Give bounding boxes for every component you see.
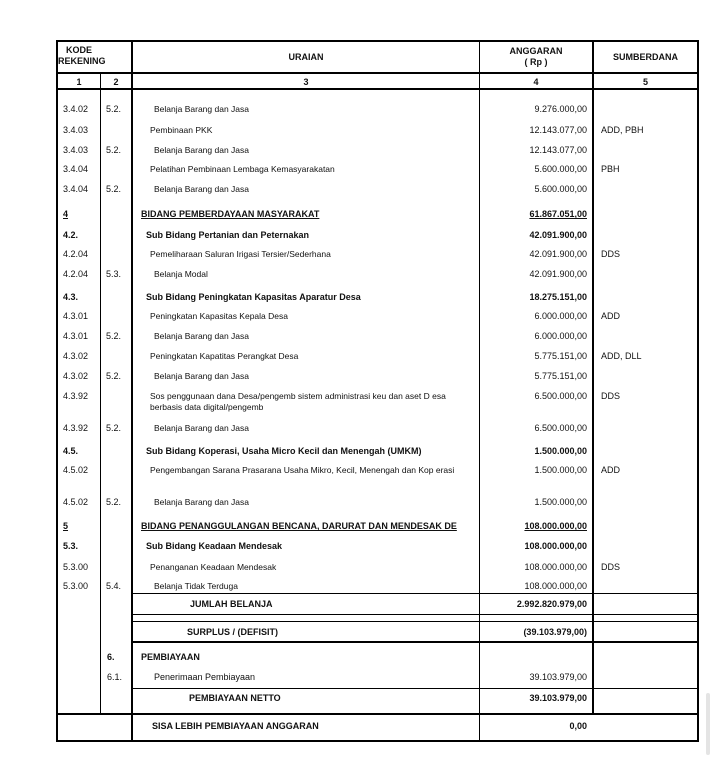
row-source: DDS [601,249,621,259]
row-code: 3.4.02 [63,104,89,114]
row-code: 3.4.03 [63,145,89,155]
jumlah-belanja-label: JUMLAH BELANJA [190,599,273,609]
row-amount: 12.143.077,00 [529,125,587,135]
row-amount: 12.143.077,00 [529,145,587,155]
col-number-1: 1 [76,77,82,87]
row-amount: 108.000.000,00 [524,581,587,591]
penerimaan-label: Penerimaan Pembiayaan [154,672,256,682]
row-description: BIDANG PENANGGULANGAN BENCANA, DARURAT DAN MENDESAK DE [141,521,457,531]
row-code: 4.2.04 [63,269,89,279]
total-line-4 [133,641,698,643]
header-divider-numbers [56,73,698,74]
row-code: 4.3.01 [63,331,89,341]
row-amount: 9.276.000,00 [534,104,587,114]
row-amount: 6.000.000,00 [534,331,587,341]
sisa-lebih-label: SISA LEBIH PEMBIAYAAN ANGGARAN [152,721,319,731]
surplus-amount: (39.103.979,00) [523,627,587,637]
row-amount: 1.500.000,00 [534,465,587,475]
row-sub-code: 5.3. [106,269,122,279]
row-description: Belanja Tidak Terduga [154,581,238,591]
total-line-6 [56,713,698,715]
row-description: Belanja Barang dan Jasa [154,497,249,507]
row-amount: 18.275.151,00 [529,292,587,302]
row-source: DDS [601,562,621,572]
row-code: 5.3. [63,541,79,551]
row-source: ADD, PBH [601,125,644,135]
row-description: Pembinaan PKK [150,125,213,135]
row-source: PBH [601,164,620,174]
row-code: 4.2. [63,230,79,240]
penerimaan-amount: 39.103.979,00 [529,672,587,682]
row-description: Pemeliharaan Saluran Irigasi Tersier/Sederhana [150,249,331,259]
row-description: Belanja Barang dan Jasa [154,184,249,194]
total-line-3 [133,621,698,622]
row-description: Belanja Barang dan Jasa [154,145,249,155]
row-amount: 6.500.000,00 [534,423,587,433]
header-sumberdana: SUMBERDANA [613,52,678,62]
row-amount: 5.600.000,00 [534,184,587,194]
table-border-bottom [56,740,698,742]
row-description: Pelatihan Pembinaan Lembaga Kemasyarakatan [150,164,335,174]
row-code: 4.5.02 [63,465,89,475]
row-code: 4.3.02 [63,371,89,381]
row-description: Sub Bidang Peningkatan Kapasitas Aparatur Desa [146,292,361,302]
total-line-2 [133,614,698,615]
col-number-3: 3 [303,77,309,87]
row-sub-code: 5.2. [106,371,122,381]
row-sub-code: 5.2. [106,423,122,433]
pembiayaan-code: 6. [107,652,115,662]
row-amount: 108.000.000,00 [524,562,587,572]
row-code: 3.4.04 [63,164,89,174]
row-amount: 42.091.900,00 [529,269,587,279]
row-description: Peningkatan Kapatitas Perangkat Desa [150,351,299,361]
jumlah-belanja-amount: 2.992.820.979,00 [516,599,587,609]
total-line-1 [133,593,698,594]
row-amount: 6.000.000,00 [534,311,587,321]
row-source: DDS [601,391,621,401]
row-sub-code: 5.2. [106,331,122,341]
row-code: 4.3. [63,292,79,302]
row-amount: 61.867.051,00 [529,209,587,219]
col-divider-sub [131,40,133,742]
row-code: 4.3.01 [63,311,89,321]
row-code: 4.3.92 [63,391,89,401]
penerimaan-code: 6.1. [107,672,123,682]
scrollbar-thumb[interactable] [706,693,710,755]
pembiayaan-netto-amount: 39.103.979,00 [529,693,587,703]
row-description: Belanja Barang dan Jasa [154,423,249,433]
row-sub-code: 5.2. [106,184,122,194]
total-line-5 [133,688,698,689]
row-source: ADD [601,311,621,321]
row-sub-code: 5.2. [106,497,122,507]
header-uraian: URAIAN [288,52,324,62]
table-border-left [56,40,58,742]
row-amount: 108.000.000,00 [524,541,587,551]
row-amount: 5.775.151,00 [534,371,587,381]
row-amount: 1.500.000,00 [534,497,587,507]
row-amount: 42.091.900,00 [529,230,587,240]
row-description: Belanja Modal [154,269,208,279]
row-amount: 6.500.000,00 [534,391,587,401]
row-source: ADD [601,465,621,475]
row-code: 4.3.02 [63,351,89,361]
row-sub-code: 5.4. [106,581,122,591]
row-description: Belanja Barang dan Jasa [154,331,249,341]
col-divider-code [100,73,101,714]
row-code: 4.3.92 [63,423,89,433]
row-code: 5 [63,521,69,531]
col-number-4: 4 [533,77,539,87]
row-code: 4.5. [63,446,79,456]
row-code: 5.3.00 [63,562,89,572]
row-code: 4.2.04 [63,249,89,259]
sisa-lebih-amount: 0,00 [569,721,587,731]
pembiayaan-netto-label: PEMBIAYAAN NETTO [189,693,281,703]
row-description: Sub Bidang Koperasi, Usaha Micro Kecil dan Menengah (UMKM) [146,446,422,456]
pembiayaan-label: PEMBIAYAAN [141,652,200,662]
row-code: 3.4.03 [63,125,89,135]
row-description: Sub Bidang Pertanian dan Peternakan [146,230,310,240]
row-amount: 5.775.151,00 [534,351,587,361]
header-anggaran: ANGGARAN ( Rp ) [509,46,563,67]
row-description: Sub Bidang Keadaan Mendesak [146,541,283,551]
row-code: 4 [63,209,69,219]
row-source: ADD, DLL [601,351,642,361]
row-amount: 5.600.000,00 [534,164,587,174]
col-number-2: 2 [113,77,119,87]
surplus-label: SURPLUS / (DEFISIT) [187,627,279,637]
header-kode-rekening: KODE REKENING [58,45,106,66]
row-code: 4.5.02 [63,497,89,507]
row-description: Penanganan Keadaan Mendesak [150,562,277,572]
row-amount: 42.091.900,00 [529,249,587,259]
row-description: Sos penggunaan dana Desa/pengemb sistem administrasi keu dan aset D esa berbasis data digital/pengemb [150,391,446,412]
row-code: 3.4.04 [63,184,89,194]
row-description: Belanja Barang dan Jasa [154,104,249,114]
header-numbers-bottom [56,88,698,90]
row-description: Peningkatan Kapasitas Kepala Desa [150,311,288,321]
row-amount: 108.000.000,00 [524,521,587,531]
row-amount: 1.500.000,00 [534,446,587,456]
row-code: 5.3.00 [63,581,89,591]
row-sub-code: 5.2. [106,104,122,114]
table-border-right [697,40,699,742]
row-description: BIDANG PEMBERDAYAAN MASYARAKAT [141,209,320,219]
row-description: Belanja Barang dan Jasa [154,371,249,381]
row-description: Pengembangan Sarana Prasarana Usaha Mikro, Kecil, Menengah dan Kop erasi [150,465,455,475]
row-sub-code: 5.2. [106,145,122,155]
table-border-top [56,40,698,42]
col-number-5: 5 [642,77,648,87]
